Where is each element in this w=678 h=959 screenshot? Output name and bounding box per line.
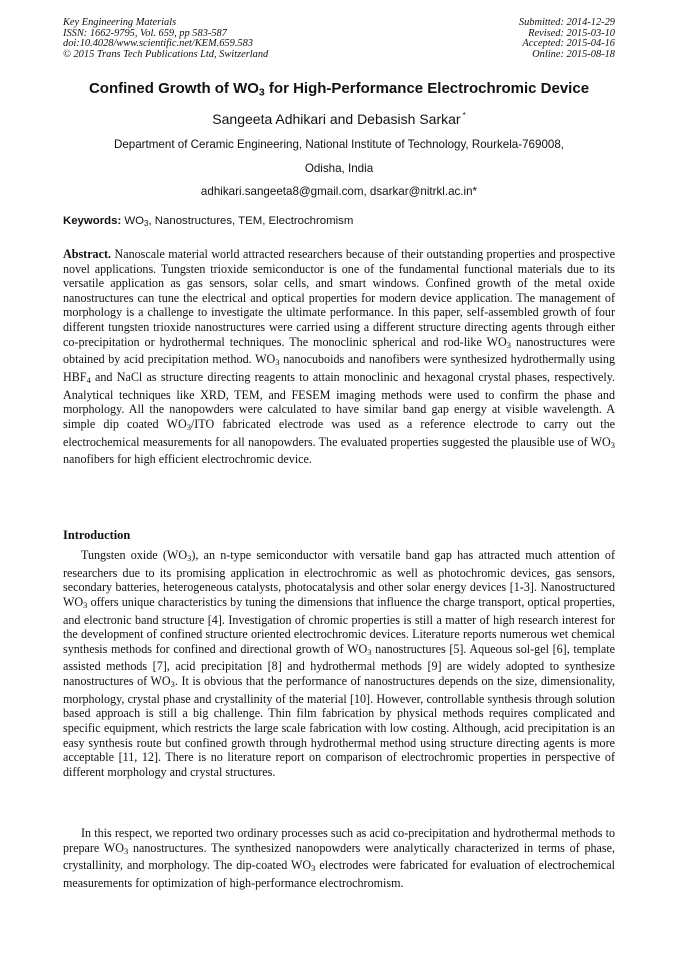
journal-issn: ISSN: 1662-9795, Vol. 659, pp 583-587	[63, 27, 227, 39]
author-emails: adhikari.sangeeta8@gmail.com, dsarkar@nitrkl.ac.in*	[200, 185, 478, 198]
submission-dates	[519, 18, 615, 60]
introduction-paragraph-1: Tungsten oxide $(WO_3)$, an n-type semiconductor with versatile band gap has attracted much attention of researchers due to its promising application in electrochromic as well as photochromic devices, gas sensors, secondary batteries, heterogeneous catalysts, photocatalysis and other solar energy devices [1-3]. Nanostructured $WO_3$ offers unique characteristics by tuning the dimensions that influence the charge transport, optical properties, and electronic band structure [4]. Investigation of chromic properties is still a matter of high research interest for the development of confined structure oriented electrochromic devices. Literature reports numerous wet chemical synthesis methods for confined and directional growth of $WO_3$ nanostructures [5]. Aqueous sol-gel [6], template assisted methods [7], acid precipitation [8] and hydrothermal methods [9] are widely adopted to synthesize nanostructures of $WO_3$. It is obvious that the performance of nanostructures depends on the size, dimensionality, morphology, crystal phase and crystallinity of the material [10]. However, controllable synthesis through solution based approach is still a big challenge. Thin film fabrication by physical methods requires complicated and specific equipment, which restricts the large scale fabrication with low costing. Although, acid precipitation is an easy synthesis route but confined growth through hydrothermal method using structure directing agents is more acceptable [11, 12]. There is no literature report on comparison of electrochromic properties in perspective of different morphology and crystal structures.	[63, 548, 616, 779]
abstract-label: Abstract.	[63, 247, 112, 261]
submitted-date: Submitted: 2014-12-29	[518, 17, 615, 28]
journal-info	[63, 18, 268, 60]
journal-copyright: © 2015 Trans Tech Publications Ltd, Switzerland	[63, 48, 269, 60]
journal-doi: doi:10.4028/www.scientific.net/KEM.659.583	[63, 38, 253, 50]
keywords-label: Keywords:	[63, 215, 122, 227]
author-names: Sangeeta Adhikari and Debasish Sarkar	[212, 111, 461, 127]
accepted-date: Accepted: 2015-04-16	[522, 38, 615, 50]
keywords: Keywords: $WO_3$, Nanostructures, TEM, Electrochromism	[63, 215, 354, 228]
affiliation-line-1: Department of Ceramic Engineering, National Institute of Technology, Rourkela-769008,	[113, 138, 565, 151]
introduction-paragraph-2: In this respect, we reported two ordinary processes such as acid co-precipitation and hydrothermal methods to prepare $WO_3$ nanostructures. The synthesized nanopowders were analytically characterized in terms of phase, crystallinity, and morphology. The dip-coated $WO_3$ electrodes were fabricated for evaluation of electrochemical measurements for optimization of high-performance electrochromism.	[63, 826, 616, 890]
corresponding-mark: *	[462, 111, 466, 120]
affiliation-line-2: Odisha, India	[304, 162, 374, 175]
journal-name: Key Engineering Materials	[63, 17, 177, 28]
abstract: Abstract. Nanoscale material world attracted researchers because of their outstanding properties and prospective novel applications. Tungsten trioxide semiconductor is one of the fundamental functional materials due to its versatile application as gas sensors, solar cells, and smart windows. Confined growth of the metal oxide nanostructures can tune the electrical and optical properties for modern device application. The management of morphology is a challenge to investigate the ultimate performance. In this paper, self-assembled growth of four different tungsten trioxide nanostructures were carried using a different structure directing agents through either co-precipitation or hydrothermal techniques. The monoclinic spherical and rod-like $WO_3$ nanostructures were obtained by acid precipitation method. $WO_3$ nanocuboids and nanofibers were synthesized hydrothermally using $HBF_4$ and NaCl as structure directing reagents to attain monoclinic and hexagonal crystal phases, respectively. Analytical techniques like XRD, TEM, and FESEM imaging methods were used to confirm the phase and morphology. All the nanopowders were calculated to have similar band gap energy at visible wavelength. A simple dip coated $WO_3$/ITO fabricated electrode was used as a reference electrode to carry out the electrochemical measurements for all nanopowders. The evaluated properties suggested the plausible use of $WO_3$ nanofibers for high efficient electrochromic device.	[63, 247, 615, 467]
paper-title: Confined Growth of $WO_3$ for High-Performance Electrochromic Device	[88, 80, 590, 99]
introduction-heading: Introduction	[63, 528, 131, 542]
author-list	[30, 111, 648, 127]
revised-date: Revised: 2015-03-10	[528, 27, 615, 39]
online-date: Online: 2015-08-18	[532, 48, 615, 60]
